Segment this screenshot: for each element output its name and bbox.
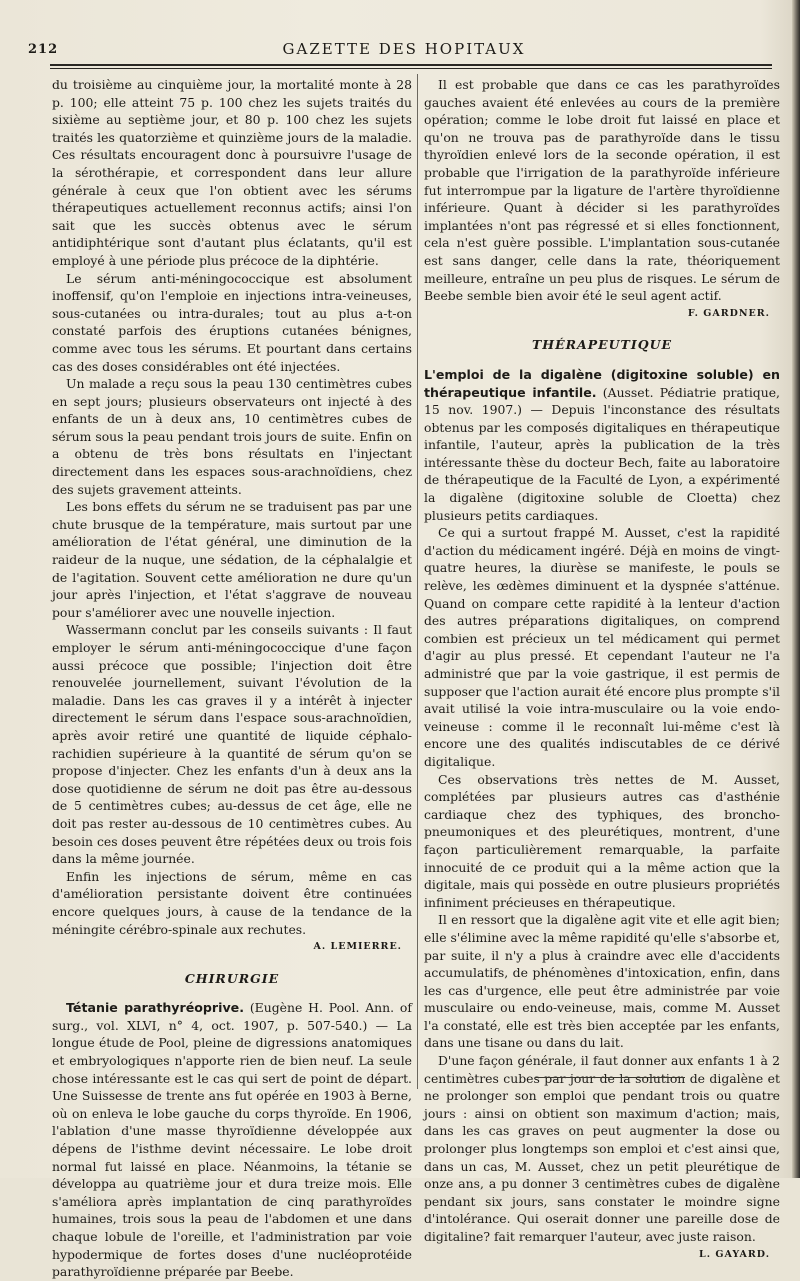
signature-gayard: L. GAYARD. [699,1248,770,1260]
paragraph: Ce qui a surtout frappé M. Ausset, c'est la rapidité d'action du médicament ingéré. Déjà en moins de vingt-quatre heures, la diurèse se manifeste, le pouls se relève, les œdèmes diminuent et la dyspnée s'atténue. Quand on compare cette rapidité à la lenteur d'action des autres préparations digitaliques, on comprend combien est précieux un tel médicament qui permet d'agir au plus pressé. Et cependant l'auteur ne l'a administré que par la voie gastrique, il est permis de supposer que l'action aurait été encore plus prompte s'il avait utilisé la voie intra-musculaire ou la voie endo-veineuse : comme il le reconnaît lui-même c'est là encore une des qualités indiscutables de ce dérivé digitalique. [424,525,780,769]
header-rule [50,64,772,66]
paragraph: Il en ressort que la digalène agit vite et elle agit bien; elle s'élimine avec la même rapidité qu'elle s'absorbe et, par suite, il n'y a plus à craindre avec elle d'accidents accumulatifs, de phénomènes d'intoxication, enfin, dans les cas d'urgence, elle peut être administrée par voie musculaire ou endo-veineuse, mais, comme M. Ausset l'a constaté, elle est très bien acceptée par les enfants, dans une tisane ou dans du lait. [424,912,780,1051]
right-column [424,76,780,1263]
paragraph: Les bons effets du sérum ne se traduisent pas par une chute brusque de la température, mais surtout par une amélioration de l'état général, une diminution de la raideur de la nuque, une sédation, de la céphalalgie et de l'agitation. Souvent cette amélioration ne dure qu'un jour après l'injection, et l'état s'aggrave de nouveau pour s'améliorer avec une nouvelle injection. [52,499,412,620]
article-title: L'emploi de la digalène (digitoxine soluble) en thérapeutique infantile. [424,366,780,400]
section-title-therapeutique: THÉRAPEUTIQUE [531,337,673,353]
article-body: (Ausset. Pédiatrie pratique, 15 nov. 1907.) — Depuis l'inconstance des résultats obtenus par les composés digitaliques en thérapeutique infantile, l'auteur, après la publication de la très intéressante thèse du docteur Bech, faite au laboratoire de thérapeutique de la Faculté de Lyon, a expérimenté la digalène (digitoxine soluble de Cloetta) chez plusieurs petits cardiaques. [424,384,780,523]
article-paragraph [52,999,412,1281]
signature-gardner: F. GARDNER. [687,307,770,319]
paragraph: Wassermann conclut par les conseils suivants : Il faut employer le sérum anti-méningococcique d'une façon aussi précoce que possible; l'injection doit être renouvelée journellement, suivant l'évolution de la maladie. Dans les cas graves il y a intérêt à injecter directement le sérum dans l'espace sous-arachnoïdien, après avoir retiré une quantité de liquide céphalo-rachidien supérieure à la quantité de sérum qu'on se propose d'injecter. Chez les enfants d'un à deux ans la dose quotidienne de sérum ne doit pas être au-dessous de 5 centimètres cubes; au-dessus de cet âge, elle ne doit pas rester au-dessous de 10 centimètres cubes. Au besoin ces doses peuvent être répétées deux ou trois fois dans la même journée. [52,622,412,867]
section-title-chirurgie: CHIRURGIE [184,970,280,986]
paragraph: Enfin les injections de sérum, même en cas d'amélioration persistante doivent être continuées encore quelques jours, à cause de la tendance de la méningite cérébro-spinale aux rechutes. [52,868,412,937]
article-body: (Eugène H. Pool. Ann. of surg., vol. XLVI, n° 4, oct. 1907, p. 507-540.) — La longue étude de Pool, pleine de digressions anatomiques et embryologiques n'apporte rien de bien neuf. La seule chose intéressante est le cas qui sert de point de départ. Une Suissesse de trente ans fut opérée en 1903 à Berne, où on enleva le lobe gauche du corps thyroïde. En 1906, l'ablation d'une masse thyroïdienne développée aux dépens de l'isthme devint nécessaire. Le lobe droit normal fut laissé en place. Néanmoins, la tétanie se développa au quatrième jour et dura treize mois. Elle s'améliora après implantation de cinq parathyroïdes humaines, trois sous la peau de l'abdomen et une dans chaque lobule de l'oreille, et l'administration par voie hypodermique de fortes doses d'une nucléoprotéide parathyroïdienne préparée par Beebe. [52,1000,412,1280]
paragraph: Ces observations très nettes de M. Ausset, complétées par plusieurs autres cas d'asthénie cardiaque chez des typhiques, des broncho-pneumoniques et des pleurétiques, montrent, d'une façon particulièrement remarquable, la parfaite innocuité de ce produit qui a la même action que la digitale, mais qui possède en outre plusieurs propriétés infiniment précieuses en thérapeutique. [424,771,780,910]
journal-title: GAZETTE DES HOPITAUX [282,40,526,58]
page-edge-shadow [792,0,800,1178]
article-title: Tétanie parathyréoprive. [66,1000,244,1016]
article-paragraph [424,366,780,524]
column-divider [417,74,418,1089]
left-column [52,76,412,1281]
paragraph: D'une façon générale, il faut donner aux enfants 1 à 2 centimètres cubes par jour de la solution de digalène et ne prolonger son emploi que pendant trois ou quatre jours : ainsi on obtient son maximum d'action; mais, dans les cas graves on peut augmenter la dose ou prolonger plus longtemps son emploi et c'est ainsi que, dans un cas, M. Ausset, chez un petit pleurétique de onze ans, a pu donner 3 centimètres cubes de digalène pendant six jours, sans constater le moindre signe d'intolérance. Qui oserait donner une pareille dose de digitaline? fait remarquer l'auteur, avec juste raison. [424,1053,780,1244]
header-rule-thin [50,68,772,69]
paragraph: Il est probable que dans ce cas les parathyroïdes gauches avaient été enlevées au cours de la première opération; comme le lobe droit fut laissé en place et qu'on ne trouva pas de parathyroïde dans le tissu thyroïdien enlevé lors de la seconde opération, il est probable que l'irrigation de la parathyroïde inférieure fut interrompue par la ligature de l'artère thyroïdienne inférieure. Quant à décider si les parathyroïdes implantées n'ont pas régressé et si elles fonctionnent, cela n'est guère possible. L'implantation sous-cutanée est sans danger, celle dans la rate, théoriquement meilleure, entraîne un peu plus de risques. Le sérum de Beebe semble bien avoir été le seul agent actif. [424,77,780,304]
paragraph: Un malade a reçu sous la peau 130 centimètres cubes en sept jours; plusieurs observateurs ont injecté à des enfants de un à deux ans, 10 centimètres cubes de sérum sous la peau pendant trois jours de suite. Enfin on a obtenu de très bons résultats en l'injectant directement dans les espaces sous-arachnoïdiens, chez des sujets gravement atteints. [52,376,412,497]
page-header [28,30,780,60]
signature-lemierre: A. LEMIERRE. [313,941,402,953]
page-number: 212 [28,42,59,57]
paragraph: du troisième au cinquième jour, la mortalité monte à 28 p. 100; elle atteint 75 p. 100 chez les sujets traités du sixième au septième jour, et 80 p. 100 chez les sujets traités les quatorzième et quinzième jours de la maladie. Ces résultats encouragent donc à poursuivre l'usage de la sérothérapie, et correspondent dans leur allure générale à ceux que l'on obtient avec les sérums thérapeutiques actuellement reconnus actifs; ainsi l'on sait que les succès obtenus avec le sérum antidiphtérique sont d'autant plus éclatants, qu'il est employé à une période plus précoce de la diphtérie. [52,77,412,268]
end-rule [535,1077,685,1078]
paragraph: Le sérum anti-méningococcique est absolument inoffensif, qu'on l'emploie en injections intra-veineuses, sous-cutanées ou intra-durales; tout au plus a-t-on constaté parfois des éruptions cutanées bénignes, comme avec tous les sérums. Et pourtant dans certains cas des doses considérables ont été injectées. [52,270,412,374]
